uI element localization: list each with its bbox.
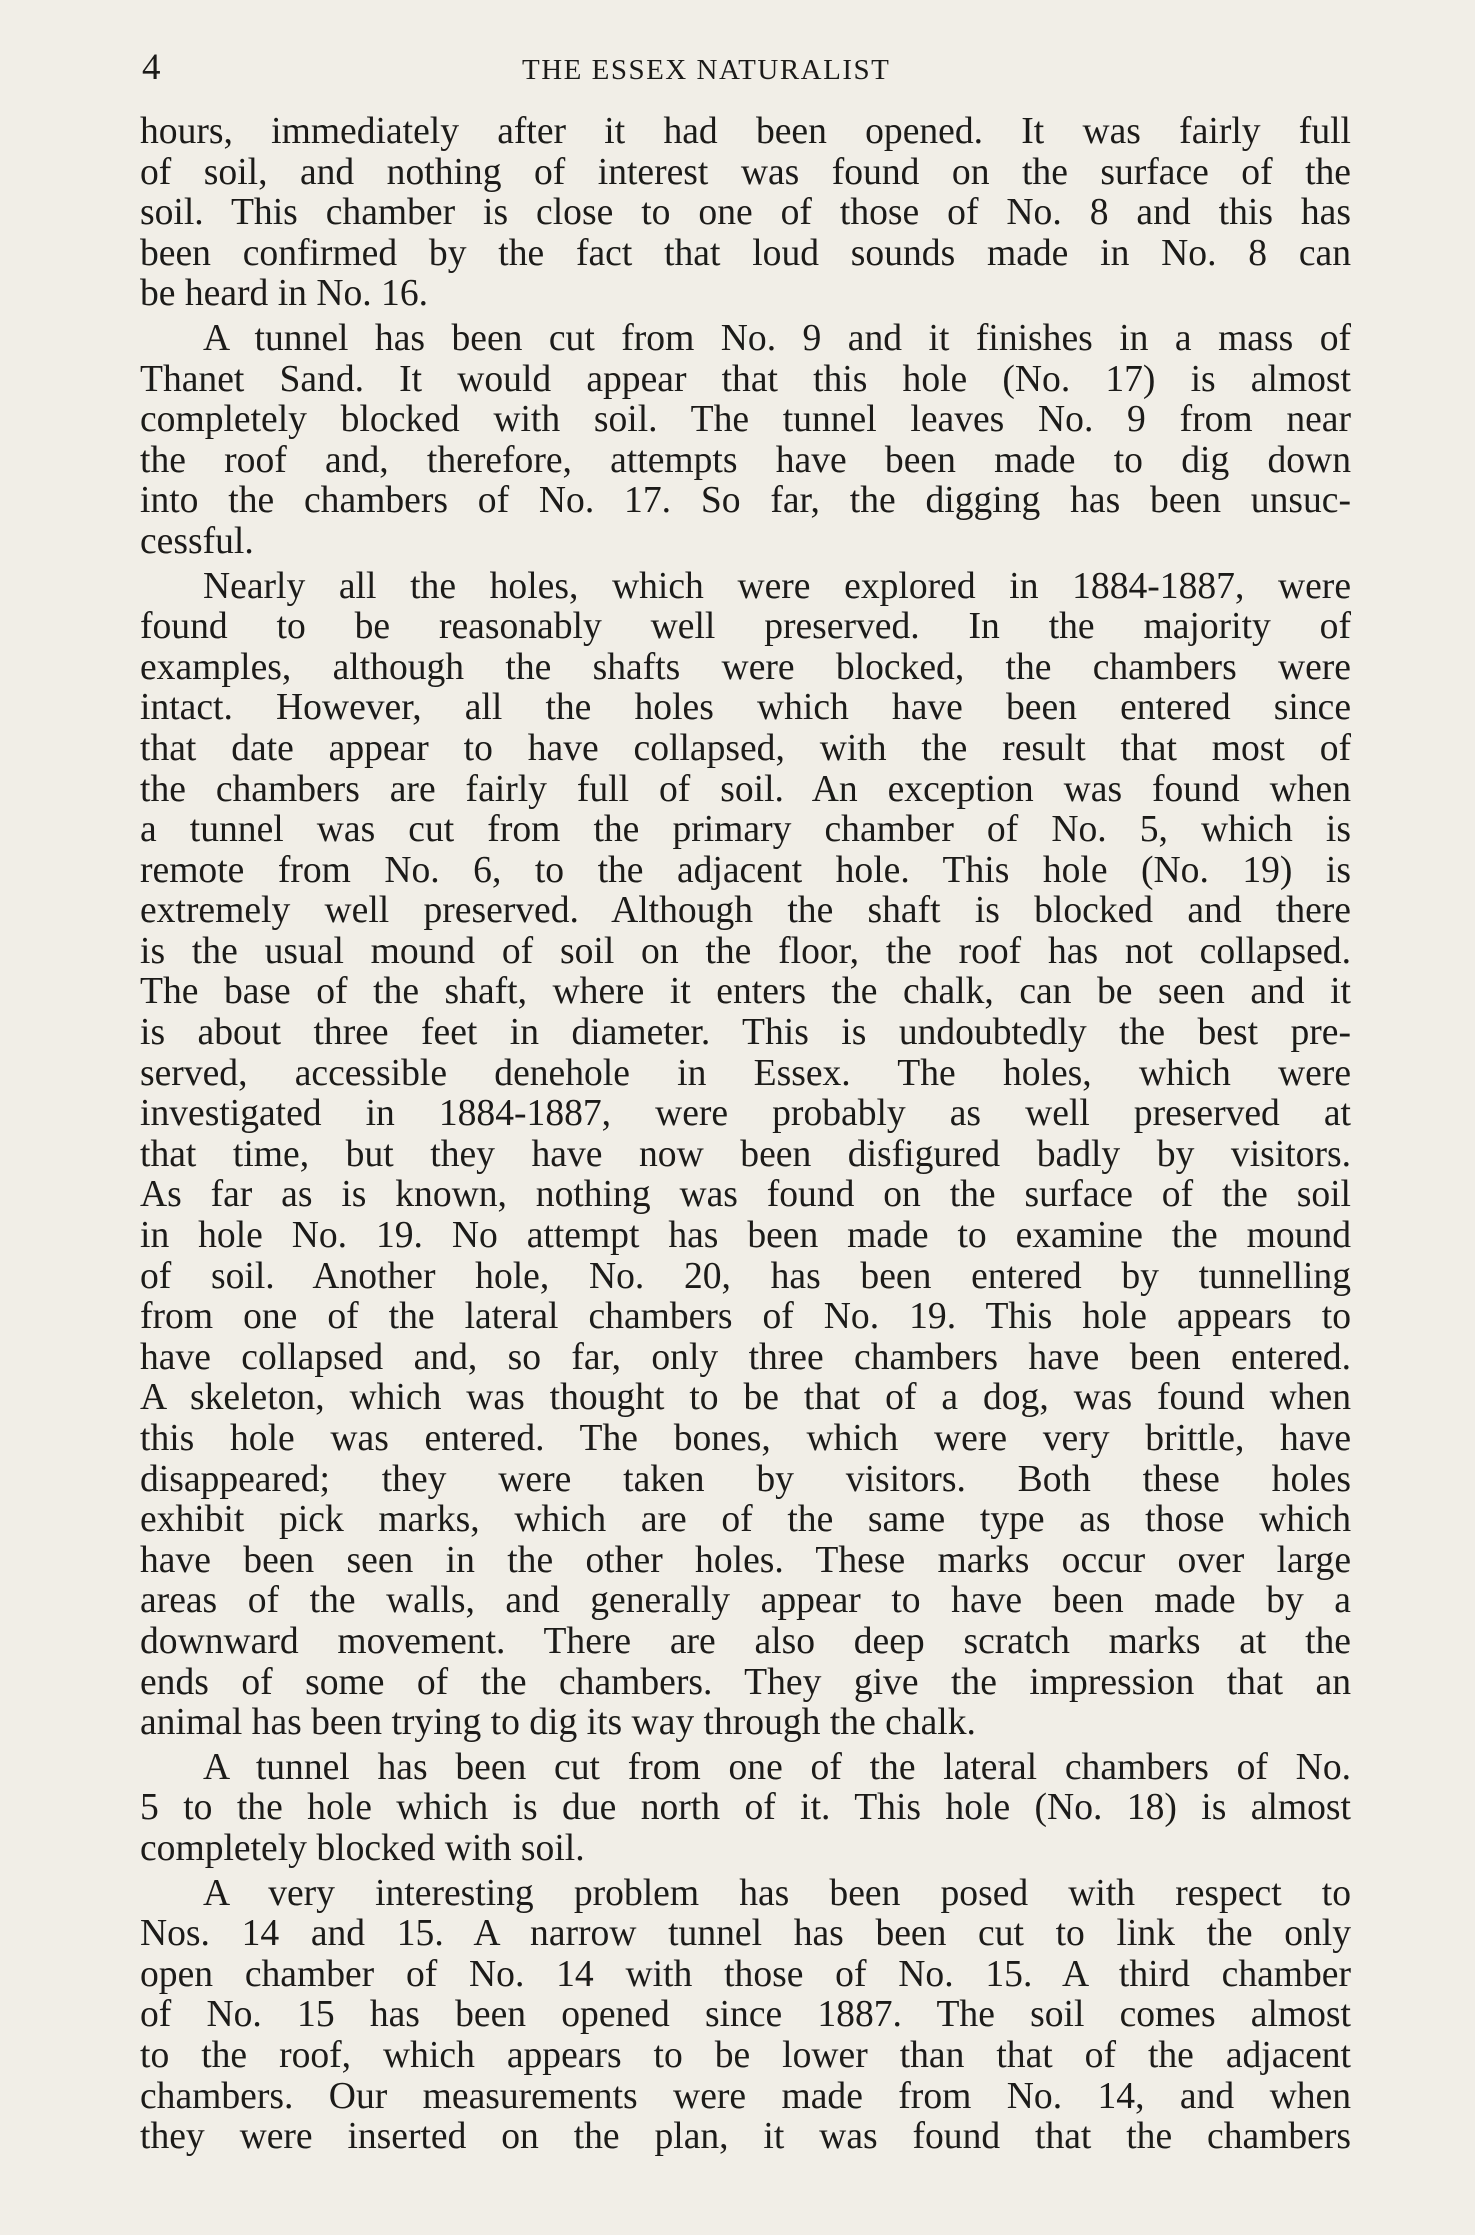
text-line: 5 to the hole which is due north of it. This hole (No. 18) is almost [140, 1788, 1351, 1829]
text-line: that date appear to have collapsed, with the result that most of [140, 728, 1351, 769]
text-line: have been seen in the other holes. These marks occur over large [140, 1540, 1351, 1581]
text-line: downward movement. There are also deep scratch marks at the [140, 1621, 1351, 1662]
paragraph [140, 567, 1351, 1744]
text-line: of soil. Another hole, No. 20, has been entered by tunnelling [140, 1256, 1351, 1297]
text-line: A tunnel has been cut from one of the lateral chambers of No. [203, 1747, 1351, 1788]
text-line: been confirmed by the fact that loud sounds made in No. 8 can [140, 233, 1351, 274]
paragraph [140, 1748, 1351, 1870]
text-line: hours, immediately after it had been opened. It was fairly full [140, 112, 1351, 152]
text-line: this hole was entered. The bones, which were very brittle, have [140, 1419, 1351, 1459]
body-text [140, 112, 1351, 2158]
text-line: to the roof, which appears to be lower than that of the adjacent [140, 2035, 1351, 2076]
text-line: into the chambers of No. 17. So far, the digging has been unsuc- [140, 481, 1351, 522]
text-line: a tunnel was cut from the primary chamber of No. 5, which is [140, 810, 1351, 851]
text-line: Nos. 14 and 15. A narrow tunnel has been cut to link the only [140, 1914, 1351, 1955]
text-line: A tunnel has been cut from No. 9 and it finishes in a mass of [203, 318, 1351, 359]
page-header [142, 38, 1350, 98]
text-line: areas of the walls, and generally appear to have been made by a [140, 1581, 1351, 1622]
text-line: the chambers are fairly full of soil. An exception was found when [140, 769, 1351, 810]
text-line: be heard in No. 16. [140, 274, 429, 315]
running-head: THE ESSEX NATURALIST [522, 54, 891, 86]
paragraph [140, 112, 1351, 315]
text-line: The base of the shaft, where it enters the chalk, can be seen and it [140, 972, 1351, 1013]
text-line: disappeared; they were taken by visitors. Both these holes [140, 1459, 1351, 1500]
text-line: exhibit pick marks, which are of the same type as those which [140, 1500, 1351, 1541]
text-line: from one of the lateral chambers of No. 19. This hole appears to [140, 1297, 1351, 1338]
text-line: Nearly all the holes, which were explored in 1884-1887, were [203, 566, 1351, 607]
text-line: of No. 15 has been opened since 1887. The soil comes almost [140, 1995, 1351, 2036]
text-line: extremely well preserved. Although the shaft is blocked and there [140, 891, 1351, 932]
text-line: As far as is known, nothing was found on the surface of the soil [140, 1175, 1351, 1216]
text-line: investigated in 1884-1887, were probably as well preserved at [140, 1094, 1351, 1135]
text-line: is the usual mound of soil on the floor, the roof has not collapsed. [140, 931, 1351, 972]
page-number: 4 [142, 47, 161, 88]
text-line: found to be reasonably well preserved. In the majority of [140, 607, 1351, 648]
text-line: completely blocked with soil. The tunnel leaves No. 9 from near [140, 400, 1351, 441]
text-line: examples, although the shafts were blocked, the chambers were [140, 647, 1351, 688]
text-line: animal has been trying to dig its way through the chalk. [140, 1703, 976, 1744]
text-line: they were inserted on the plan, it was found that the chambers [140, 2117, 1351, 2158]
text-line: cessful. [140, 521, 254, 562]
text-line: served, accessible denehole in Essex. The holes, which were [140, 1053, 1351, 1094]
text-line: Thanet Sand. It would appear that this hole (No. 17) is almost [140, 359, 1351, 400]
text-line: ends of some of the chambers. They give the impression that an [140, 1662, 1351, 1703]
text-line: open chamber of No. 14 with those of No. 15. A third chamber [140, 1954, 1351, 1995]
text-line: completely blocked with soil. [140, 1828, 585, 1869]
text-line: chambers. Our measurements were made from No. 14, and when [140, 2076, 1351, 2117]
text-line: the roof and, therefore, attempts have been made to dig down [140, 440, 1351, 481]
paragraph [140, 1874, 1351, 2158]
text-line: soil. This chamber is close to one of those of No. 8 and this has [140, 193, 1351, 234]
text-line: of soil, and nothing of interest was found on the surface of the [140, 152, 1351, 193]
text-line: remote from No. 6, to the adjacent hole. This hole (No. 19) is [140, 850, 1351, 891]
text-line: is about three feet in diameter. This is undoubtedly the best pre- [140, 1013, 1351, 1054]
text-line: in hole No. 19. No attempt has been made to examine the mound [140, 1216, 1351, 1257]
paragraph [140, 319, 1351, 563]
text-line: that time, but they have now been disfigured badly by visitors. [140, 1134, 1351, 1175]
text-line: have collapsed and, so far, only three chambers have been entered. [140, 1337, 1351, 1378]
text-line: A very interesting problem has been posed with respect to [203, 1873, 1351, 1914]
text-line: intact. However, all the holes which have been entered since [140, 688, 1351, 729]
text-line: A skeleton, which was thought to be that of a dog, was found when [140, 1378, 1351, 1419]
